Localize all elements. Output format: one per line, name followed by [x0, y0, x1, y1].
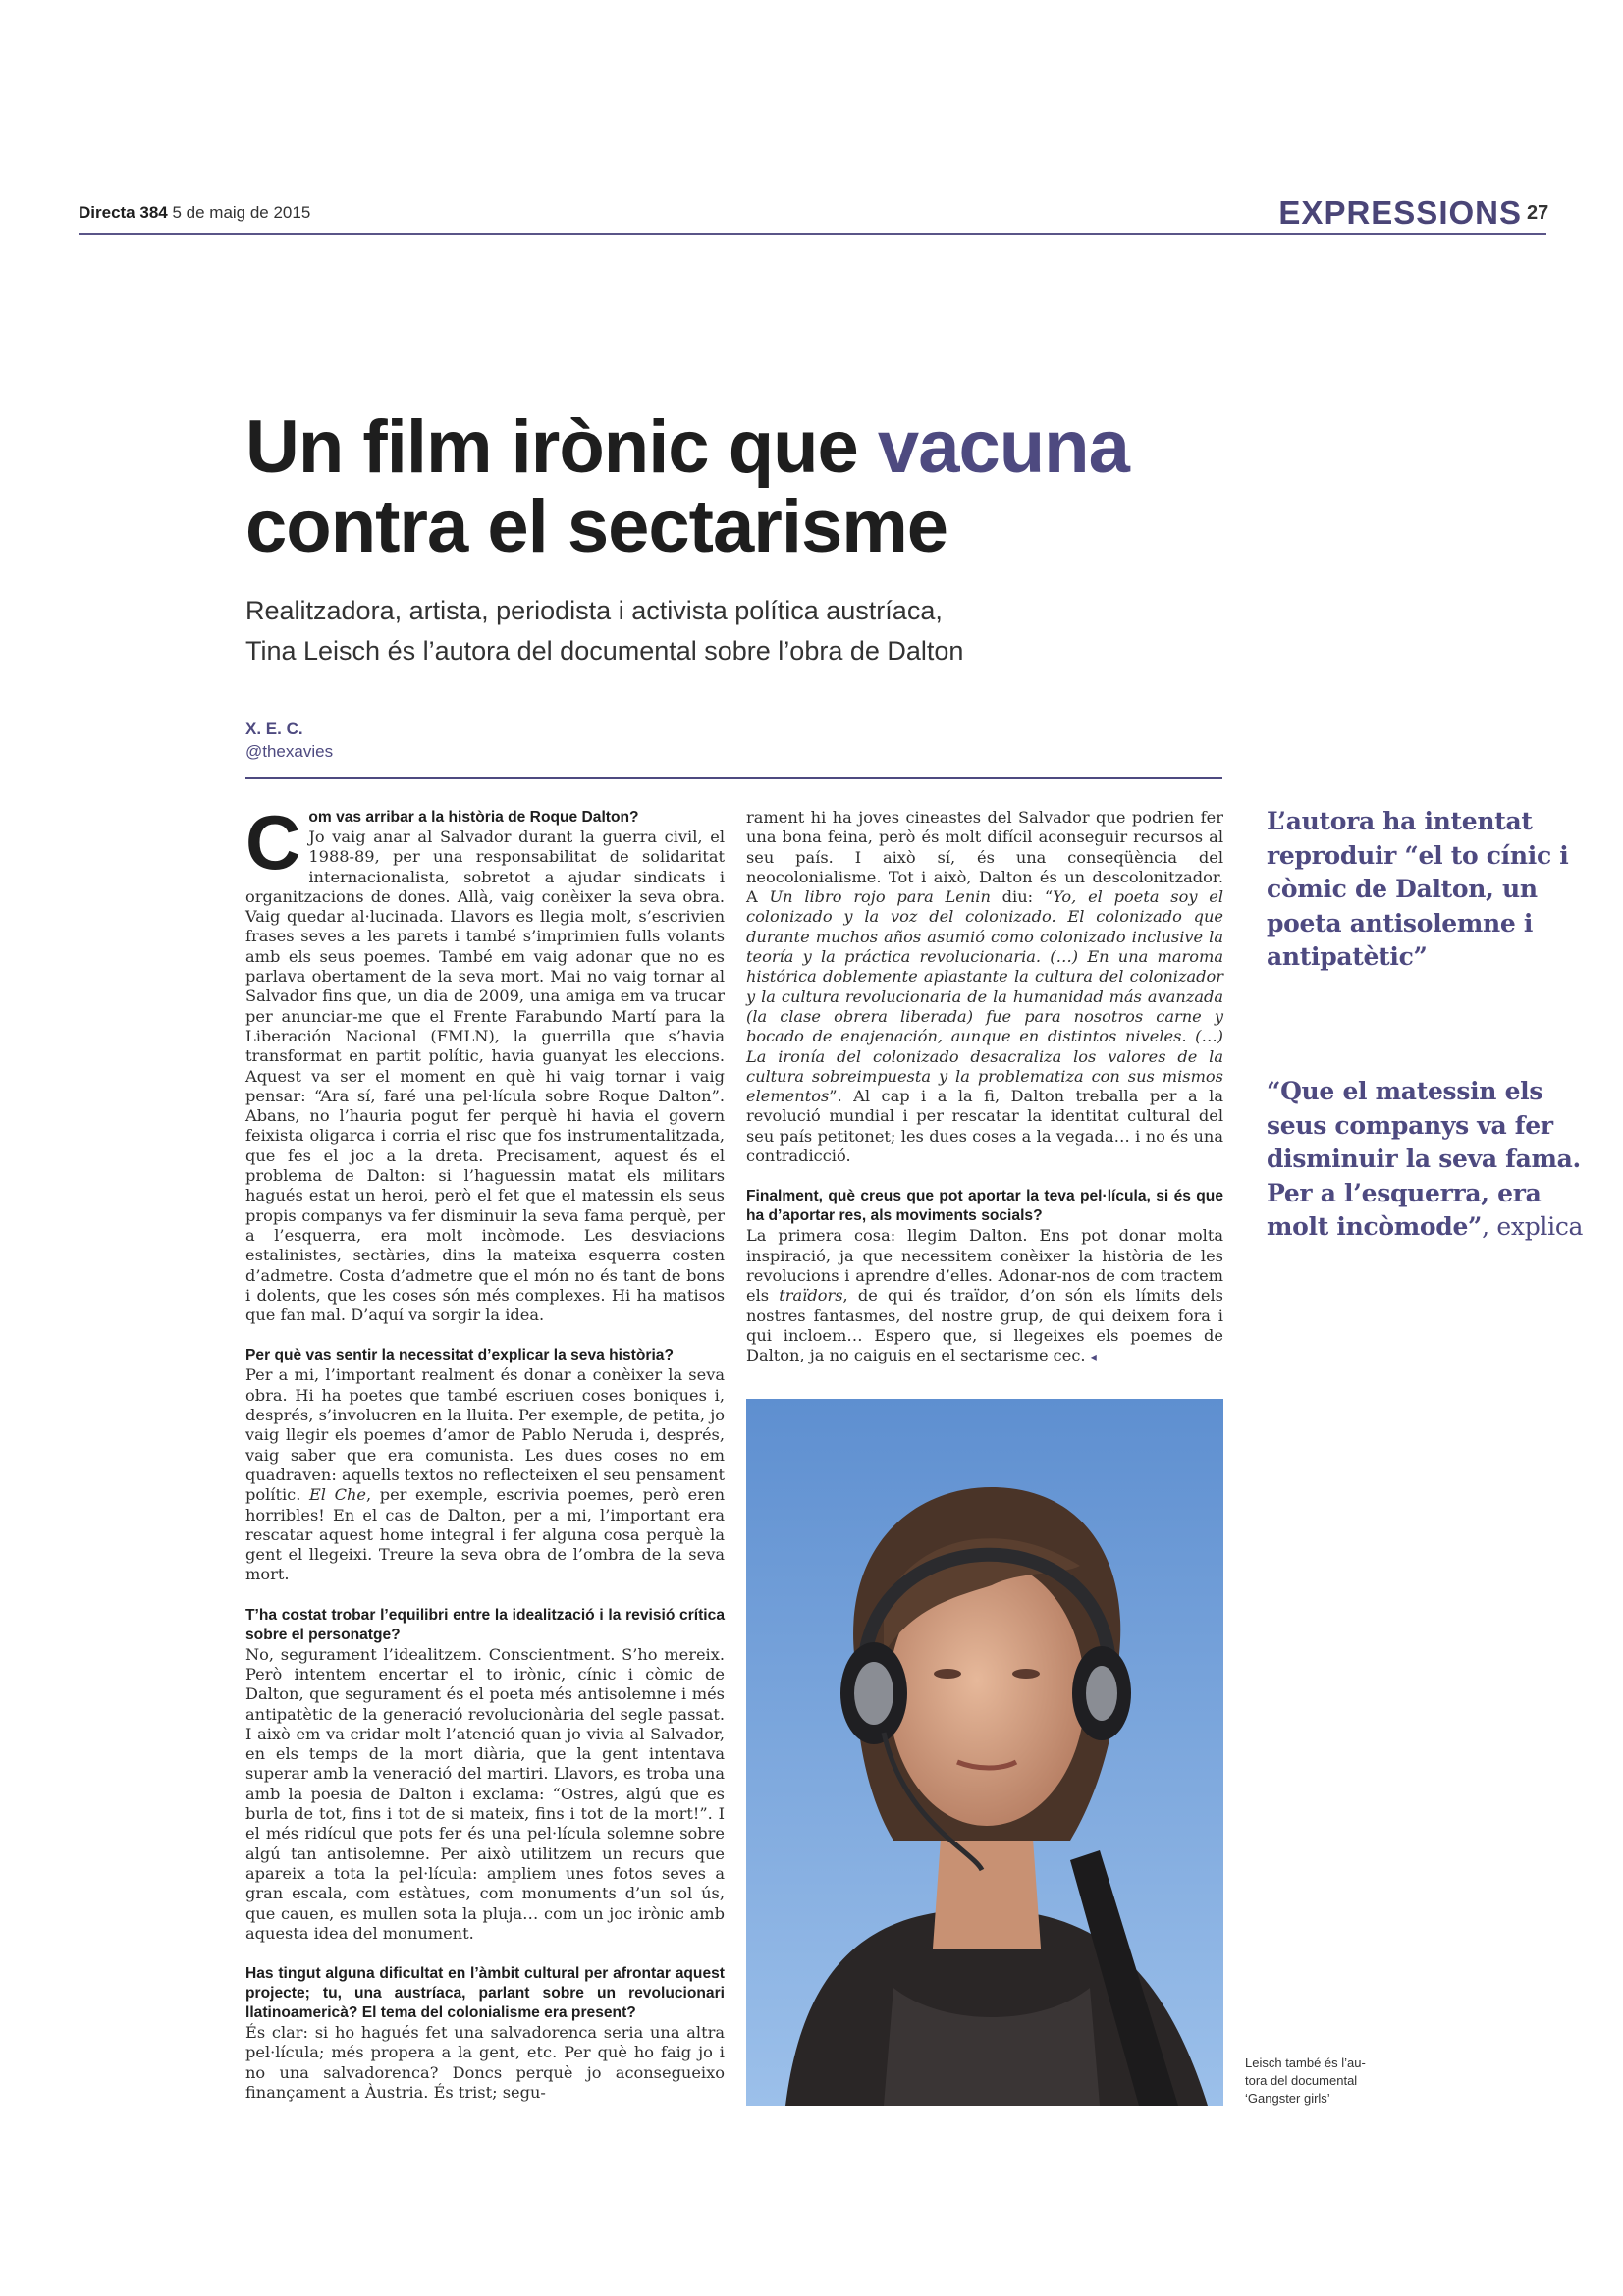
book-title: Un libro rojo para Lenin [769, 887, 991, 907]
pull-quote-2-tail: , explica [1482, 1212, 1584, 1241]
pull-quote-2 [1267, 1075, 1591, 1245]
author-handle[interactable]: @thexavies [245, 742, 334, 761]
answer-2-italic: El Che [308, 1485, 366, 1505]
caption-line: Leisch també és l’au- [1245, 2056, 1366, 2070]
answer-text: , de qui és traïdor, d’on són els límits dels nostres fantasmes, del nostre grup, de qui deixem fora i qui incloem… Espero que, si llegeixes els poemes de Dalton, ja no caiguis en el sectarisme cec. [746, 1286, 1223, 1365]
end-mark-icon: ◂ [1090, 1350, 1097, 1364]
answer-text: diu: “ [990, 887, 1054, 907]
caption-line: tora del documental [1245, 2073, 1358, 2088]
answer-5 [746, 1226, 1223, 1366]
photo-caption [1245, 2055, 1392, 2108]
answer-4-continued [746, 808, 1223, 1166]
question-3: T’ha costat trobar l’equilibri entre la idealització i la revisió crítica sobre el personatge? [245, 1606, 725, 1643]
subtitle-line2: Tina Leisch és l’autora del documental sobre l’obra de Dalton [245, 636, 964, 666]
answer-2-text: , per exemple, escrivia poemes, però eren horribles! En el cas de Dalton, per a mi, l’important era rescatar aquest home integral i fer alguna cosa perquè la gent el llegeixi. Treure la seva obra de l’ombra de la seva mort. [245, 1485, 725, 1584]
byline-rule [245, 777, 1222, 779]
column-2 [746, 808, 1223, 1366]
answer-1: Jo vaig anar al Salvador durant la guerra civil, el 1988-89, per una responsabilitat de solidaritat internacionalista, sobretot a ajudar sindicats i organitzacions de dones. Allà, vaig conèixer la seva obra. Vaig quedar al·lucinada. Llavors es llegia molt, s’escrivien frases seves a les parets i també s’imprimien fulls volants amb els seus poemes. També em vaig adonar que no es parlava obertament de la seva mort. Mai no vaig tornar al Salvador fins que, un dia de 2009, una amiga em va trucar per anunciar-me que el Frente Farabundo Martí para la Liberación Nacional (FMLN), la guerrilla que s’havia transformat en partit polític, havia guanyat les eleccions. Aquest va ser el moment en què hi vaig tornar i vaig pensar: “Ara sí, faré una pel·lícula sobre Roque Dalton”. Abans, no l’hauria pogut fer perquè hi havia el govern feixista oligarca i corria el risc que fos instrumentalitzada, que fes el joc a la dreta. Precisament, aquest és el problema de Dalton: si l’haguessin matat els militars hagués estat un heroi, però el fet que el matessin els seus propis companys va fer disminuir la seva fama perquè, per a l’esquerra, era molt incòmode. Les desviacions estalinistes, sectàries, dins la mateixa esquerra costen d’admetre. Costa d’admetre que el món no és tant de bons i dolents, que les coses són més complexes. Hi ha matisos que fan mal. D’aquí va sorgir la idea. [245, 828, 725, 1325]
caption-line: ‘Gangster girls’ [1245, 2091, 1330, 2106]
title-highlight: vacuna [877, 405, 1129, 489]
issue-date: 5 de maig de 2015 [172, 203, 311, 222]
answer-3: No, segurament l’idealitzem. Conscientment. S’ho mereix. Però intentem encertar el to irònic, cínic i còmic de Dalton, que segurament és el poeta més antisolemne i més antipatètic de la generació revolucionària del segle passat. I això em va cridar molt l’atenció quan jo vivia al Salvador, en els temps de la mort diària, que la gent intentava superar amb la veneració del martiri. Llavors, es troba una amb la poesia de Dalton i exclama: “Ostres, algú que es burla de tot, fins i tot de si mateix, fins i tot de la mort!”. I el més ridícul que pots fer és una pel·lícula solemne sobre algú tan antisolemne. Per això utilitzem un recurs que apareix a tota la pel·lícula: ampliem unes fotos seves a gran escala, com estàtues, com monuments d’un sol ús, que cauen, es mullen sota la pluja… com un joc irònic amb aquesta idea del monument. [245, 1644, 725, 1943]
answer-text: ”. Al cap i a la fi, Dalton treballa per a la revolució mundial i per rescatar la identitat cultural del seu país petitonet; les dues coses a la vegada… i no és una contradicció. [746, 1087, 1223, 1166]
folio [79, 203, 310, 223]
question-2: Per què vas sentir la necessitat d’explicar la seva història? [245, 1347, 674, 1364]
article-subtitle [245, 591, 1227, 671]
title-part: Un film irònic que [245, 405, 878, 489]
article-title [245, 407, 1375, 566]
answer-text: La primera cosa: llegim Dalton. Ens pot donar molta inspiració, ja que necessitem conèixer la història de les revolucions i aprendre d’elles. Adonar-nos de com tractem els [746, 1226, 1223, 1306]
pull-quote-1: L’autora ha intentat reproduir “el to cínic i còmic de Dalton, un poeta antisolemne i antipatètic” [1267, 807, 1569, 971]
answer-2 [245, 1365, 725, 1584]
issue-label: Directa 384 [79, 203, 168, 222]
subtitle-line1: Realitzadora, artista, periodista i activista política austríaca, [245, 596, 943, 625]
header-rule [79, 233, 1546, 235]
question-5: Finalment, què creus que pot aportar la teva pel·lícula, si és que ha d’aportar res, als moviments socials? [746, 1188, 1223, 1225]
author-name: X. E. C. [245, 720, 303, 738]
answer-2-text: Per a mi, l’important realment és donar a conèixer la seva obra. Hi ha poetes que també escriuen coses boniques i, després, s’involucren en la lluita. Per exemple, de petita, jo vaig llegir els poemes d’amor de Pablo Neruda i, després, vaig saber que era comunista. Les dues coses no em quadraven: aquells textos no reflecteixen el seu pensament polític. [245, 1365, 725, 1505]
photo-illustration [746, 1399, 1223, 2106]
portrait-photo [746, 1399, 1223, 2106]
section-title: EXPRESSIONS [1278, 194, 1522, 231]
answer-4: És clar: si ho hagués fet una salvadorenca seria una altra pel·lícula; més propera a la gent, etc. Per què ho faig jo i no una salvadorenca? Doncs perquè jo aconsegueixo finançament a Àustria. És trist; segu- [245, 2023, 725, 2103]
question-1: om vas arribar a la història de Roque Dalton? [308, 809, 639, 826]
page-number: 27 [1527, 202, 1549, 224]
column-1 [245, 799, 725, 2103]
question-4: Has tingut alguna dificultat en l’àmbit cultural per afrontar aquest projecte; tu, una austríaca, parlant sobre un revolucionari llatinoamericà? El tema del colonialisme era present? [245, 1965, 725, 2022]
answer-text: rament hi ha joves cineastes del Salvador que podrien fer una bona feina, però és molt difícil aconseguir recursos al seu país. I això sí, és una conseqüència del neocolonialisme. Tot i això, Dalton és un descolonitzador. A [746, 808, 1223, 907]
drop-cap: C [245, 799, 301, 885]
title-line2: contra el sectarisme [245, 485, 948, 568]
quoted-poem: Yo, el poeta soy el colonizado y la voz del colonizado. El colonizado que durante muchos años asumió como colonizado inclusive la teoría y la práctica revolucionaria. (…) En una maroma histórica doblemente aplastante la cultura del colonizador y la cultura revolucionaria de la humanidad más avanzada (la clase obrera liberada) fue para nosotros carne y bocado de enajenación, aunque en distintos niveles. (…) La ironía del colonizado desacraliza los valores de la cultura sobreimpuesta y la problematiza con sus mismos elementos [746, 887, 1224, 1106]
pull-quote-2-text: “Que el matessin els seus companys va fer disminuir la seva fama. Per a l’esquerra, era molt incòmode” [1267, 1077, 1581, 1241]
answer-italic: traïdors [779, 1286, 843, 1306]
